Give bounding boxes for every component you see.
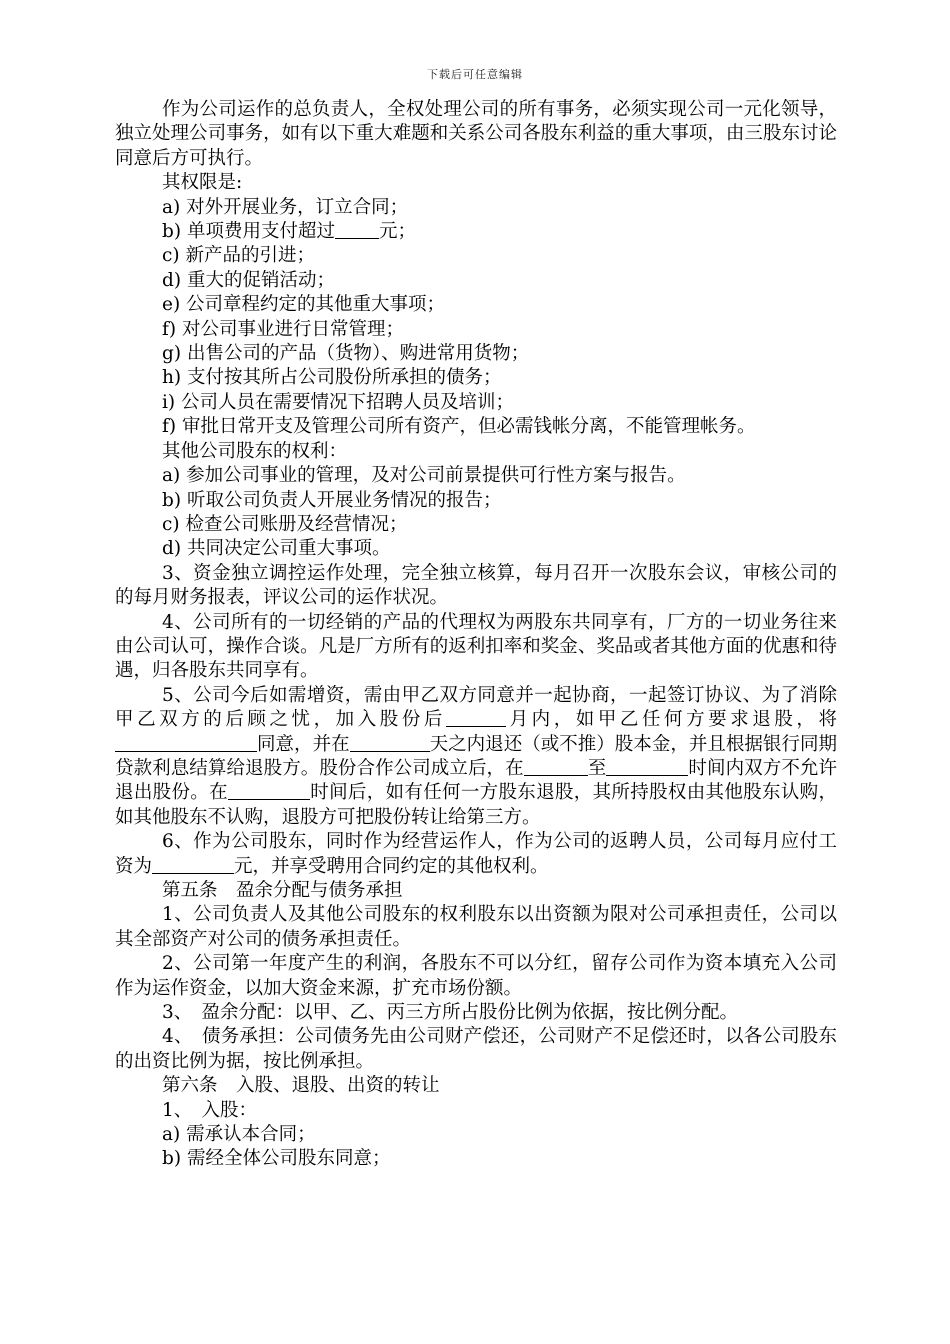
- fill-in-blank: [606, 757, 688, 776]
- list-item: c) 检查公司账册及经营情况；: [162, 513, 408, 535]
- list-item: a) 参加公司事业的管理，及对公司前景提供可行性方案与报告。: [162, 465, 686, 487]
- document-body: [115, 98, 837, 1172]
- paragraph-article-5-3: 3、 盈余分配：以甲、乙、丙三方所占股份比例为依据，按比例分配。: [162, 1002, 739, 1024]
- list-item: e) 公司章程约定的其他重大事项；: [162, 294, 446, 316]
- paragraph-clause-5: 5、公司今后如需增资，需由甲乙双方同意并一起协商，一起签订协议、为了消除甲乙双方的后顾之忧，加入股份后 月内，如甲乙任何方要求退股，将同意，并在 天之内退还（或不推）股本金，并且根据银行同期贷款利息结算给退股方。股份合作公司成立后，在 至 时间内双方不允许退出股份。在 时间后，如有任何一方股东退股，其所持股权由其他股东认购，如其他股东不认购，退股方可把股份转让给第三方。: [115, 684, 837, 828]
- page-header: 下载后可任意编辑: [427, 68, 523, 81]
- list-item: b) 需经全体公司股东同意；: [162, 1148, 391, 1170]
- list-item: d) 重大的促销活动；: [162, 269, 335, 291]
- fill-in-blank: [446, 708, 506, 727]
- fill-in-blank: [335, 220, 379, 239]
- fill-in-blank: [152, 855, 234, 874]
- paragraph-shareholder-rights-heading: 其他公司股东的权利：: [162, 440, 348, 462]
- list-item: b) 听取公司负责人开展业务情况的报告；: [162, 489, 502, 511]
- article-5-heading: 第五条 盈余分配与债务承担: [162, 880, 403, 901]
- fill-in-blank: [350, 733, 430, 752]
- paragraph-article-5-4: 4、 债务承担：公司债务先由公司财产偿还，公司财产不足偿还时，以各公司股东的出资比例为据，按比例承担。: [115, 1026, 837, 1072]
- fill-in-blank: [228, 781, 310, 800]
- list-item: h) 支付按其所占公司股份所承担的债务；: [162, 367, 502, 389]
- paragraph-clause-3: 3、资金独立调控运作处理，完全独立核算，每月召开一次股东会议，审核公司的的每月财务报表，评议公司的运作状况。: [115, 562, 837, 609]
- list-item: f) 对公司事业进行日常管理；: [162, 318, 404, 340]
- fill-in-blank: [115, 733, 257, 752]
- article-6-heading: 第六条 入股、退股、出资的转让: [162, 1075, 440, 1097]
- list-item: a) 对外开展业务，订立合同；: [162, 196, 409, 218]
- list-item: i) 公司人员在需要情况下招聘人员及培训；: [162, 391, 515, 413]
- paragraph-clause-6: 6、作为公司股东，同时作为经营运作人，作为公司的返聘人员，公司每月应付工资为 元，并享受聘用合同约定的其他权利。: [115, 831, 837, 877]
- list-item: d) 共同决定公司重大事项。: [162, 538, 391, 560]
- paragraph-article-6-1: 1、 入股：: [162, 1099, 258, 1121]
- list-item: c) 新产品的引进；: [162, 245, 315, 267]
- paragraph-article-5-2: 2、公司第一年度产生的利润，各股东不可以分红，留存公司作为资本填充入公司作为运作资金，以加大资金来源，扩充市场份额。: [115, 953, 837, 999]
- list-item: a) 需承认本合同；: [162, 1124, 316, 1146]
- paragraph-authority-heading: 其权限是:: [162, 172, 243, 194]
- fill-in-blank: [524, 757, 588, 776]
- list-item: f) 审批日常开支及管理公司所有资产，但必需钱帐分离，不能管理帐务。: [162, 416, 756, 438]
- list-item: b) 单项费用支付超过 元；: [162, 221, 416, 243]
- paragraph-article-5-1: 1、公司负责人及其他公司股东的权利股东以出资额为限对公司承担责任，公司以其全部资产对公司的债务承担责任。: [115, 904, 837, 950]
- paragraph-clause-4: 4、公司所有的一切经销的产品的代理权为两股东共同享有，厂方的一切业务往来由公司认可，操作合谈。凡是厂方所有的返利扣率和奖金、奖品或者其他方面的优惠和待遇，归各股东共同享有。: [115, 611, 837, 682]
- paragraph-manager-duties: 作为公司运作的总负责人，全权处理公司的所有事务，必须实现公司一元化领导，独立处理公司事务，如有以下重大难题和关系公司各股东利益的重大事项，由三股东讨论同意后方可执行。: [115, 99, 837, 169]
- list-item: g) 出售公司的产品（货物）、购进常用货物；: [162, 343, 530, 365]
